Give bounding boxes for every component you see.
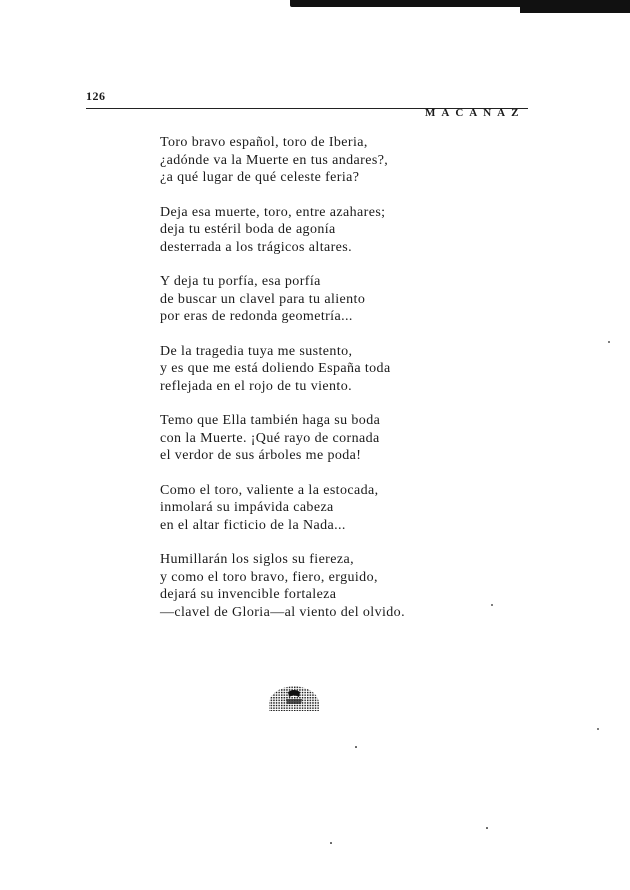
poem-line: y como el toro bravo, fiero, erguido, (160, 569, 378, 585)
poem-line: ¿adónde va la Muerte en tus andares?, (160, 152, 389, 168)
poem-line: Humillarán los siglos su fiereza, (160, 552, 354, 567)
poem-line: inmolará su impávida cabeza (160, 500, 334, 515)
stanza (160, 551, 420, 621)
scan-speck (486, 827, 488, 829)
poem-line: dejará su invencible fortaleza (160, 587, 337, 602)
poem (160, 134, 420, 638)
page-number: 126 (86, 89, 106, 103)
poem-line: Temo que Ella también haga su boda (160, 413, 381, 428)
stanza (160, 273, 420, 326)
scan-top-edge-tail (520, 4, 630, 13)
poem-line: en el altar ficticio de la Nada... (160, 517, 346, 533)
poem-line: el verdor de sus árboles me poda! (160, 448, 362, 463)
scan-speck (597, 728, 599, 730)
stanza (160, 412, 420, 465)
poem-line: Como el toro, valiente a la estocada, (160, 482, 379, 498)
dotted-ornament-icon (268, 684, 320, 712)
poem-line: por eras de redonda geometría... (160, 309, 353, 324)
poem-line: con la Muerte. ¡Qué rayo de cornada (160, 430, 380, 446)
running-head: MACANAZ (425, 107, 525, 119)
stanza (160, 343, 420, 396)
stanza (160, 134, 420, 187)
poem-line: reflejada en el rojo de tu viento. (160, 378, 353, 394)
poem-line: Deja esa muerte, toro, entre azahares; (160, 204, 386, 220)
poem-line: ¿a qué lugar de qué celeste feria? (160, 170, 360, 185)
scan-speck (330, 842, 332, 844)
poem-line: Y deja tu porfía, esa porfía (160, 274, 321, 289)
poem-line: —clavel de Gloria—al viento del olvido. (160, 604, 405, 620)
scan-speck (355, 746, 357, 748)
scan-speck (491, 604, 493, 606)
poem-line: deja tu estéril boda de agonía (160, 222, 336, 237)
poem-line: Toro bravo español, toro de Iberia, (160, 135, 368, 150)
poem-line: y es que me está doliendo España toda (160, 361, 391, 376)
poem-line: De la tragedia tuya me sustento, (160, 343, 353, 359)
stanza (160, 482, 420, 535)
poem-line: de buscar un clavel para tu aliento (160, 291, 366, 307)
scan-speck (608, 341, 610, 343)
stanza (160, 204, 420, 257)
poem-line: desterrada a los trágicos altares. (160, 239, 353, 255)
